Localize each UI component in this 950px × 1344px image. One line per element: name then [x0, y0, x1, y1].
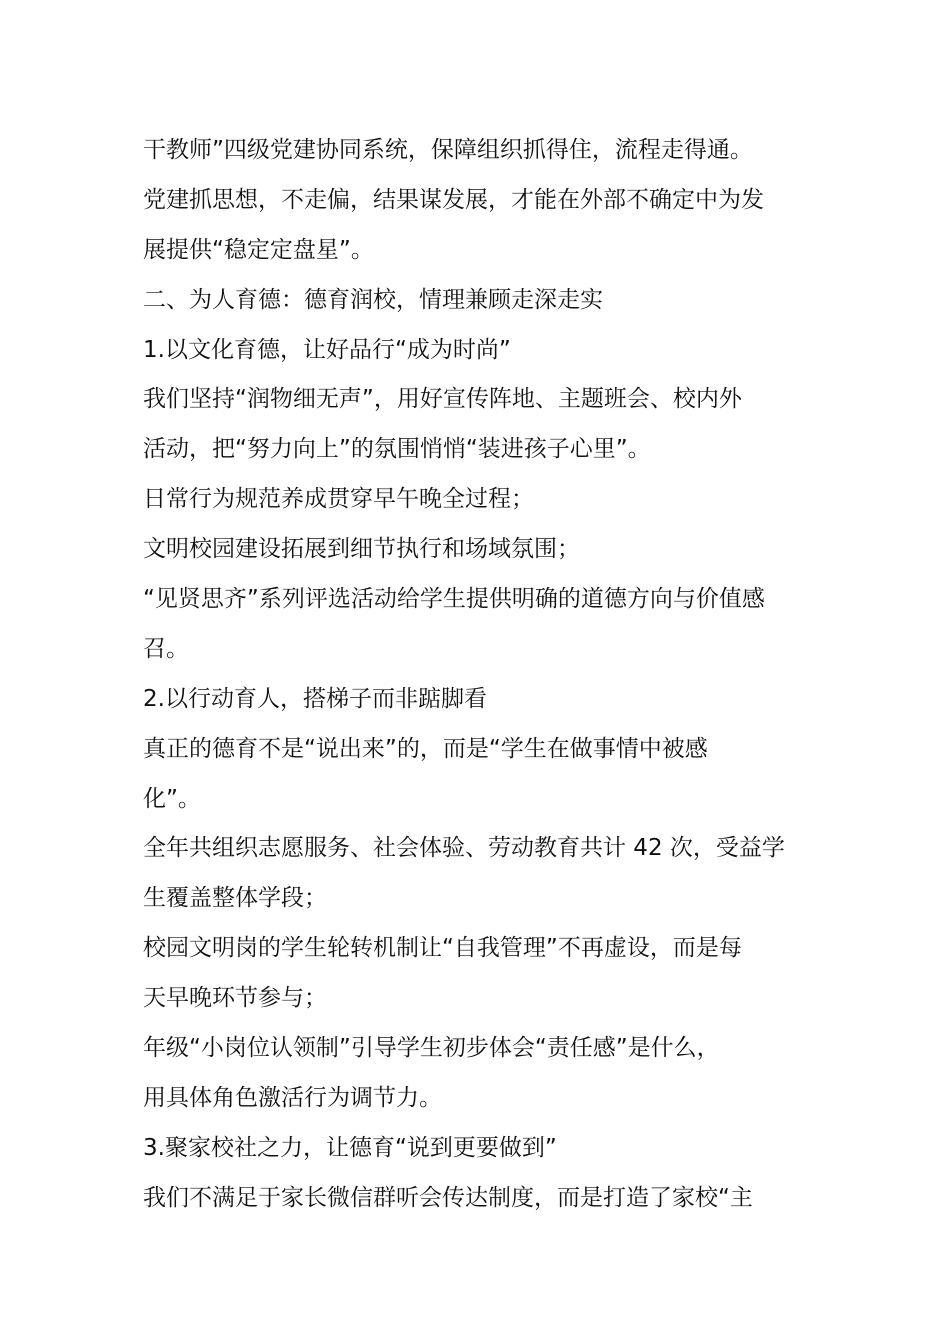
document-body: [143, 126, 811, 1224]
text-line: 真正的德育不是“说出来”的，而是“学生在做事情中被感: [143, 735, 708, 762]
subsection-heading: 1.以文化育德，让好品行“成为时尚”: [143, 336, 511, 363]
section-heading: 二、为人育德：德育润校，情理兼顾走深走实: [143, 286, 603, 313]
text-line: 我们不满足于家长微信群听会传达制度，而是打造了家校“主: [143, 1184, 753, 1211]
text-line: 全年共组织志愿服务、社会体验、劳动教育共计 42 次，受益学: [143, 835, 785, 862]
text-line: 我们坚持“润物细无声”，用好宣传阵地、主题班会、校内外: [143, 386, 742, 413]
text-line: 展提供“稳定定盘星”。: [143, 236, 374, 263]
text-line: “见贤思齐”系列评选活动给学生提供明确的道德方向与价值感: [143, 586, 765, 613]
subsection-heading: 2.以行动育人，搭梯子而非踮脚看: [143, 685, 487, 712]
text-line: 党建抓思想，不走偏，结果谋发展，才能在外部不确定中为发: [143, 186, 764, 213]
text-line: 日常行为规范养成贯穿早午晚全过程；: [143, 486, 534, 513]
text-line: 活动，把“努力向上”的氛围悄悄“装进孩子心里”。: [143, 436, 651, 463]
text-line: 用具体角色激活行为调节力。: [143, 1084, 442, 1111]
text-line: 天早晚环节参与；: [143, 985, 327, 1012]
text-line: 干教师”四级党建协同系统，保障组织抓得住，流程走得通。: [143, 137, 753, 163]
text-line: 召。: [143, 635, 189, 662]
text-line: 文明校园建设拓展到细节执行和场域氛围；: [143, 536, 580, 563]
text-line: 校园文明岗的学生轮转机制让“自我管理”不再虚设，而是每: [143, 935, 742, 962]
subsection-heading: 3.聚家校社之力，让德育“说到更要做到”: [143, 1134, 557, 1161]
text-line: 化”。: [143, 785, 201, 812]
text-line: 年级“小岗位认领制”引导学生初步体会“责任感”是什么，: [143, 1035, 720, 1062]
text-line: 生覆盖整体学段；: [143, 885, 327, 912]
